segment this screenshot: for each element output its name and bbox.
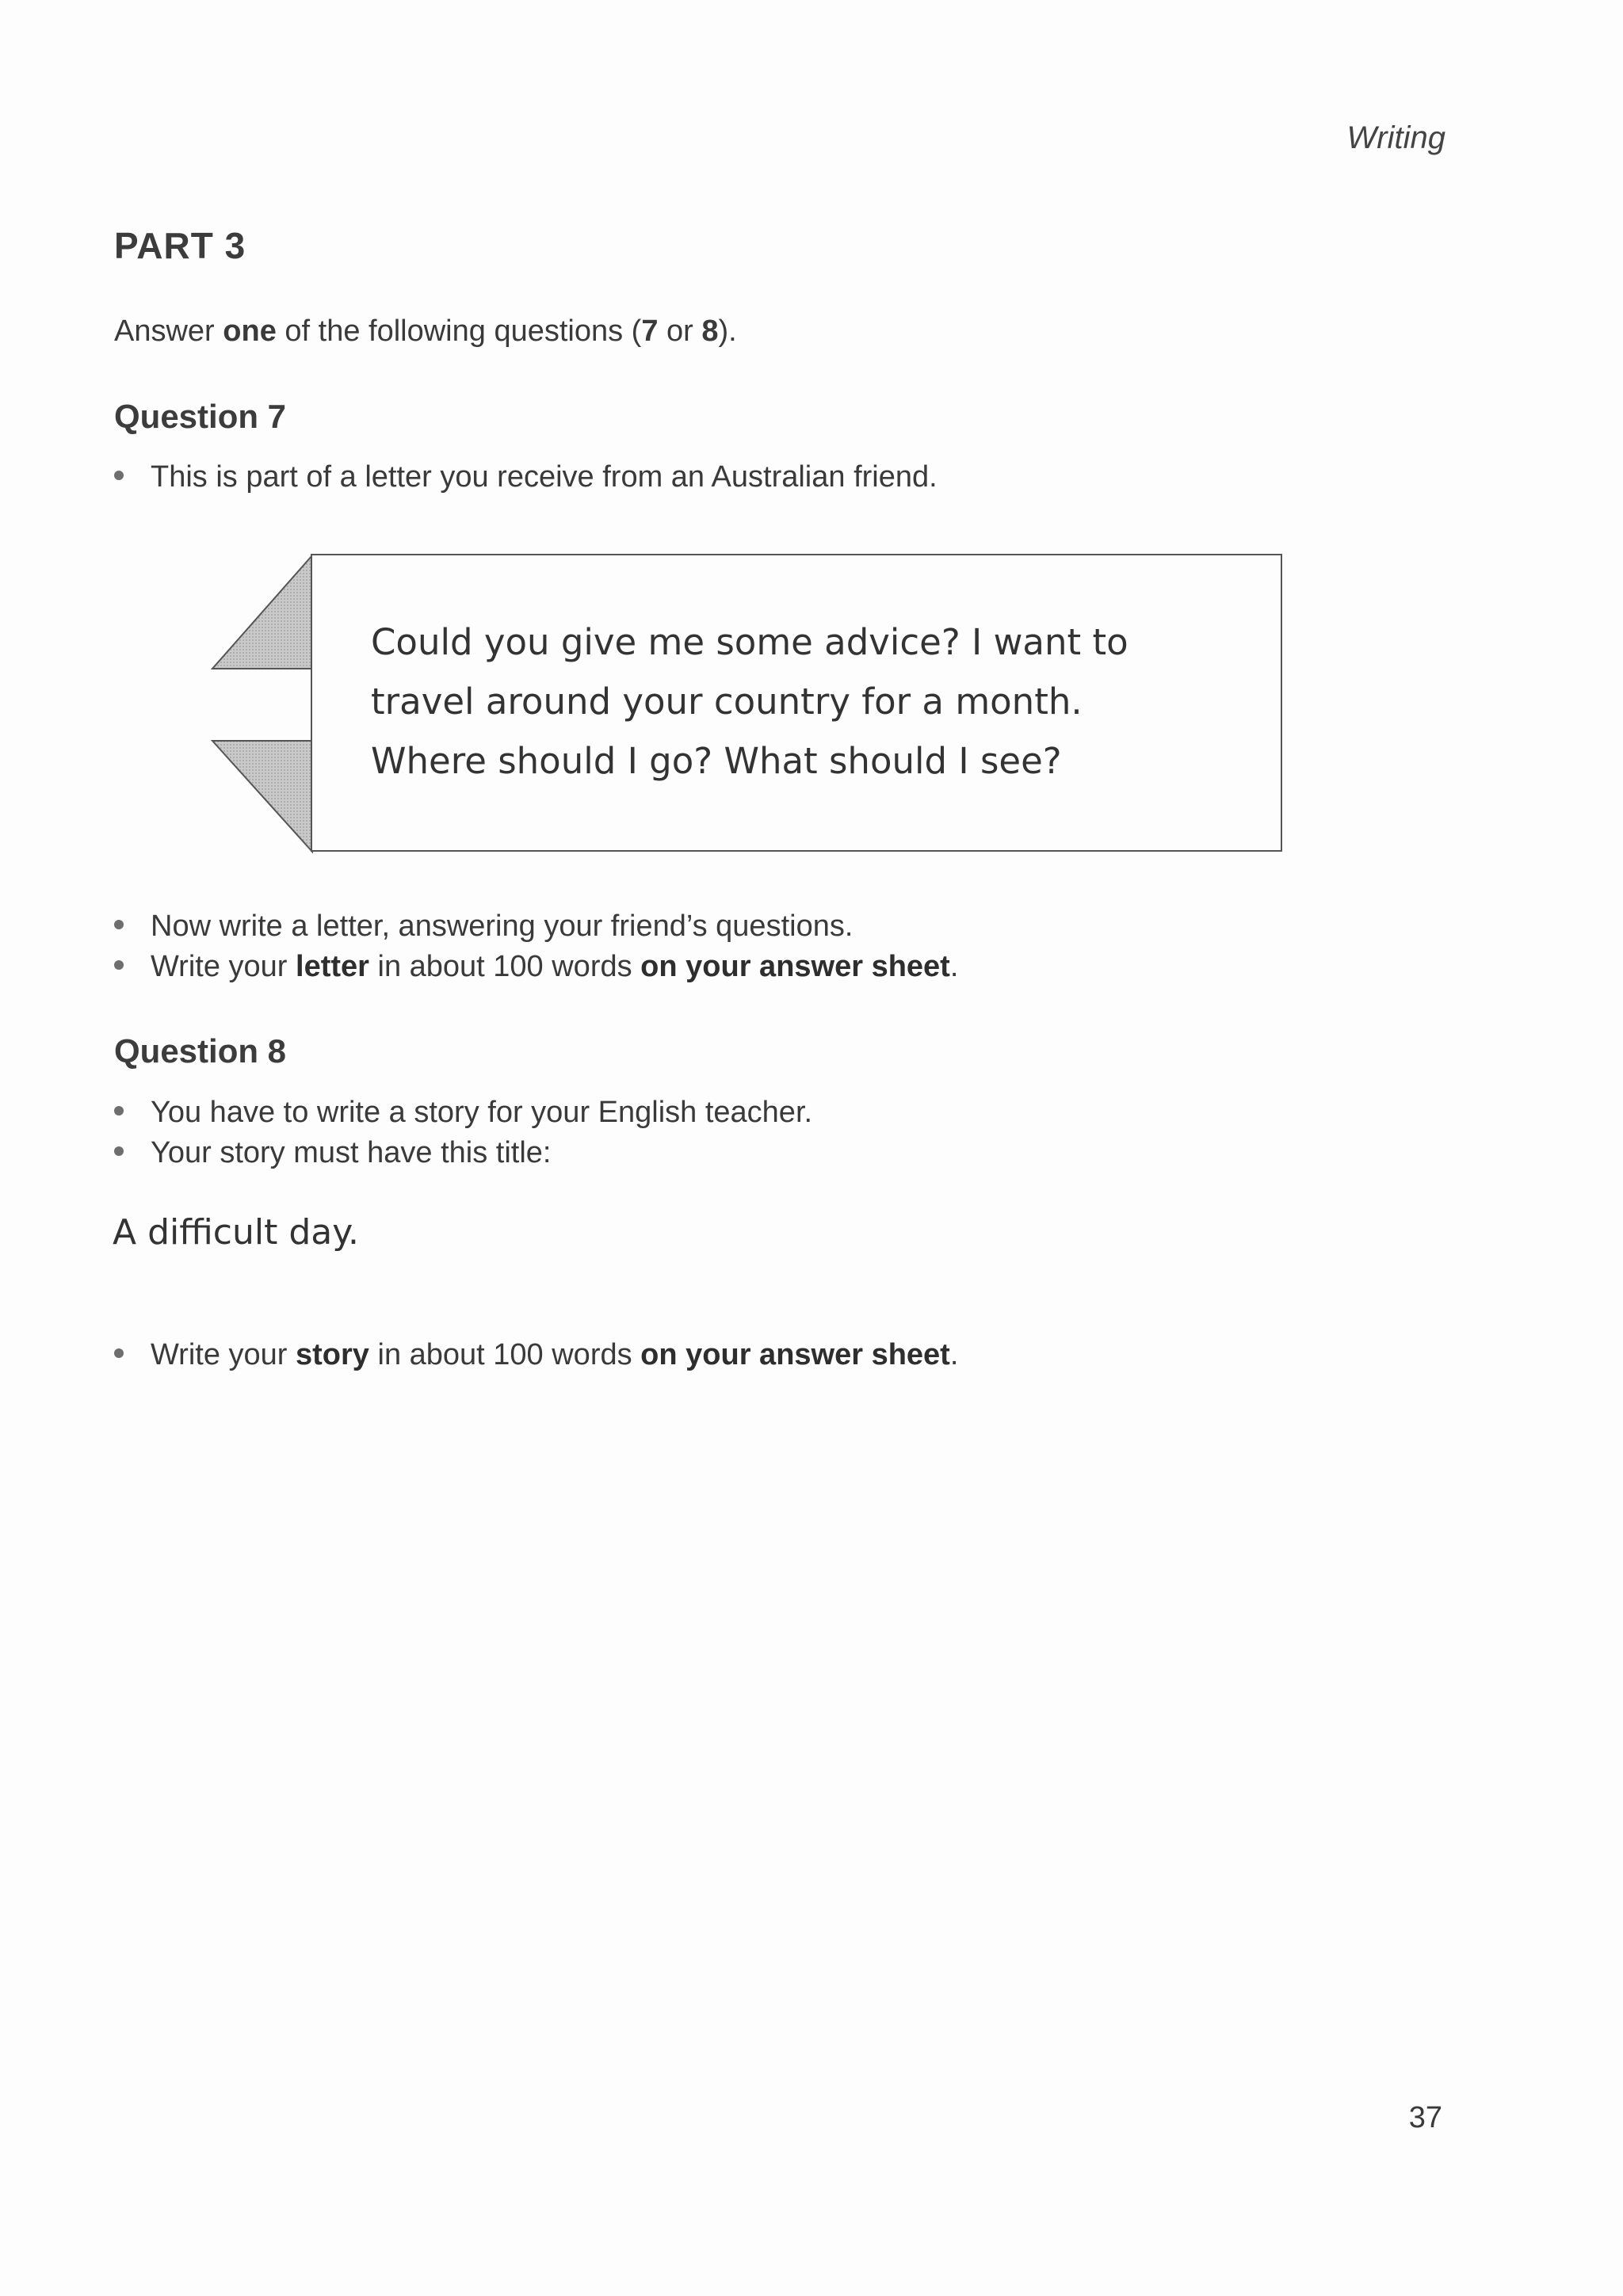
question-8-bullet-2-text: Your story must have this title: [151,1136,552,1169]
bullet-dot-icon [114,1106,124,1116]
question-8-bullet-3-text [151,1338,958,1372]
q7-b2-mid: in about 100 words [369,950,641,983]
question-7-intro-text: This is part of a letter you receive from an Australian friend. [151,460,938,494]
letter-fold-icon [211,554,314,855]
question-7-bullet-2 [114,950,958,984]
q8-b3-post: . [949,1338,959,1371]
question-7-bullet-1-text: Now write a letter, answering your friend’s questions. [151,910,854,943]
instruction-bold-one: one [223,315,277,348]
instruction-bold-7: 7 [641,315,659,348]
question-7-bullet-1 [114,910,853,944]
instruction-pre: Answer [114,315,223,348]
q8-b3-pre: Write your [151,1338,296,1371]
story-title: A difficult day. [113,1212,359,1253]
question-8-bullet-1-text: You have to write a story for your English teacher. [151,1096,813,1129]
instruction-bold-8: 8 [701,315,719,348]
q8-b3-mid: in about 100 words [369,1338,641,1371]
instruction-mid2: or [658,315,702,348]
page-number: 37 [1408,2101,1442,2134]
part-title: PART 3 [114,225,246,266]
instruction-post: ). [718,315,737,348]
question-7-heading: Question 7 [114,398,287,435]
letter-text [371,612,1243,791]
bullet-dot-icon [114,471,124,480]
letter-line-3: Where should I go? What should I see? [371,740,1062,782]
question-8-bullet-1 [114,1096,812,1130]
q8-b3-bold-answer-sheet: on your answer sheet [640,1338,950,1371]
letter-excerpt [211,554,1284,855]
running-head: Writing [1346,120,1445,155]
instruction-text [114,315,737,349]
letter-line-1: Could you give me some advice? I want to [371,621,1128,663]
question-8-bullet-3 [114,1338,958,1372]
q7-b2-pre: Write your [151,950,296,983]
bullet-dot-icon [114,1348,124,1358]
q7-b2-post: . [949,950,959,983]
bullet-dot-icon [114,960,124,970]
question-7-intro-bullet [114,460,938,494]
bullet-dot-icon [114,1146,124,1156]
q8-b3-bold-story: story [296,1338,369,1371]
instruction-mid: of the following questions ( [276,315,642,348]
letter-box [311,554,1282,852]
question-7-bullet-2-text [151,950,958,984]
question-8-bullet-2 [114,1136,552,1170]
question-8-heading: Question 8 [114,1032,287,1070]
q7-b2-bold-letter: letter [296,950,369,983]
bullet-dot-icon [114,920,124,929]
letter-line-2: travel around your country for a month. [371,681,1083,723]
q7-b2-bold-answer-sheet: on your answer sheet [640,950,950,983]
